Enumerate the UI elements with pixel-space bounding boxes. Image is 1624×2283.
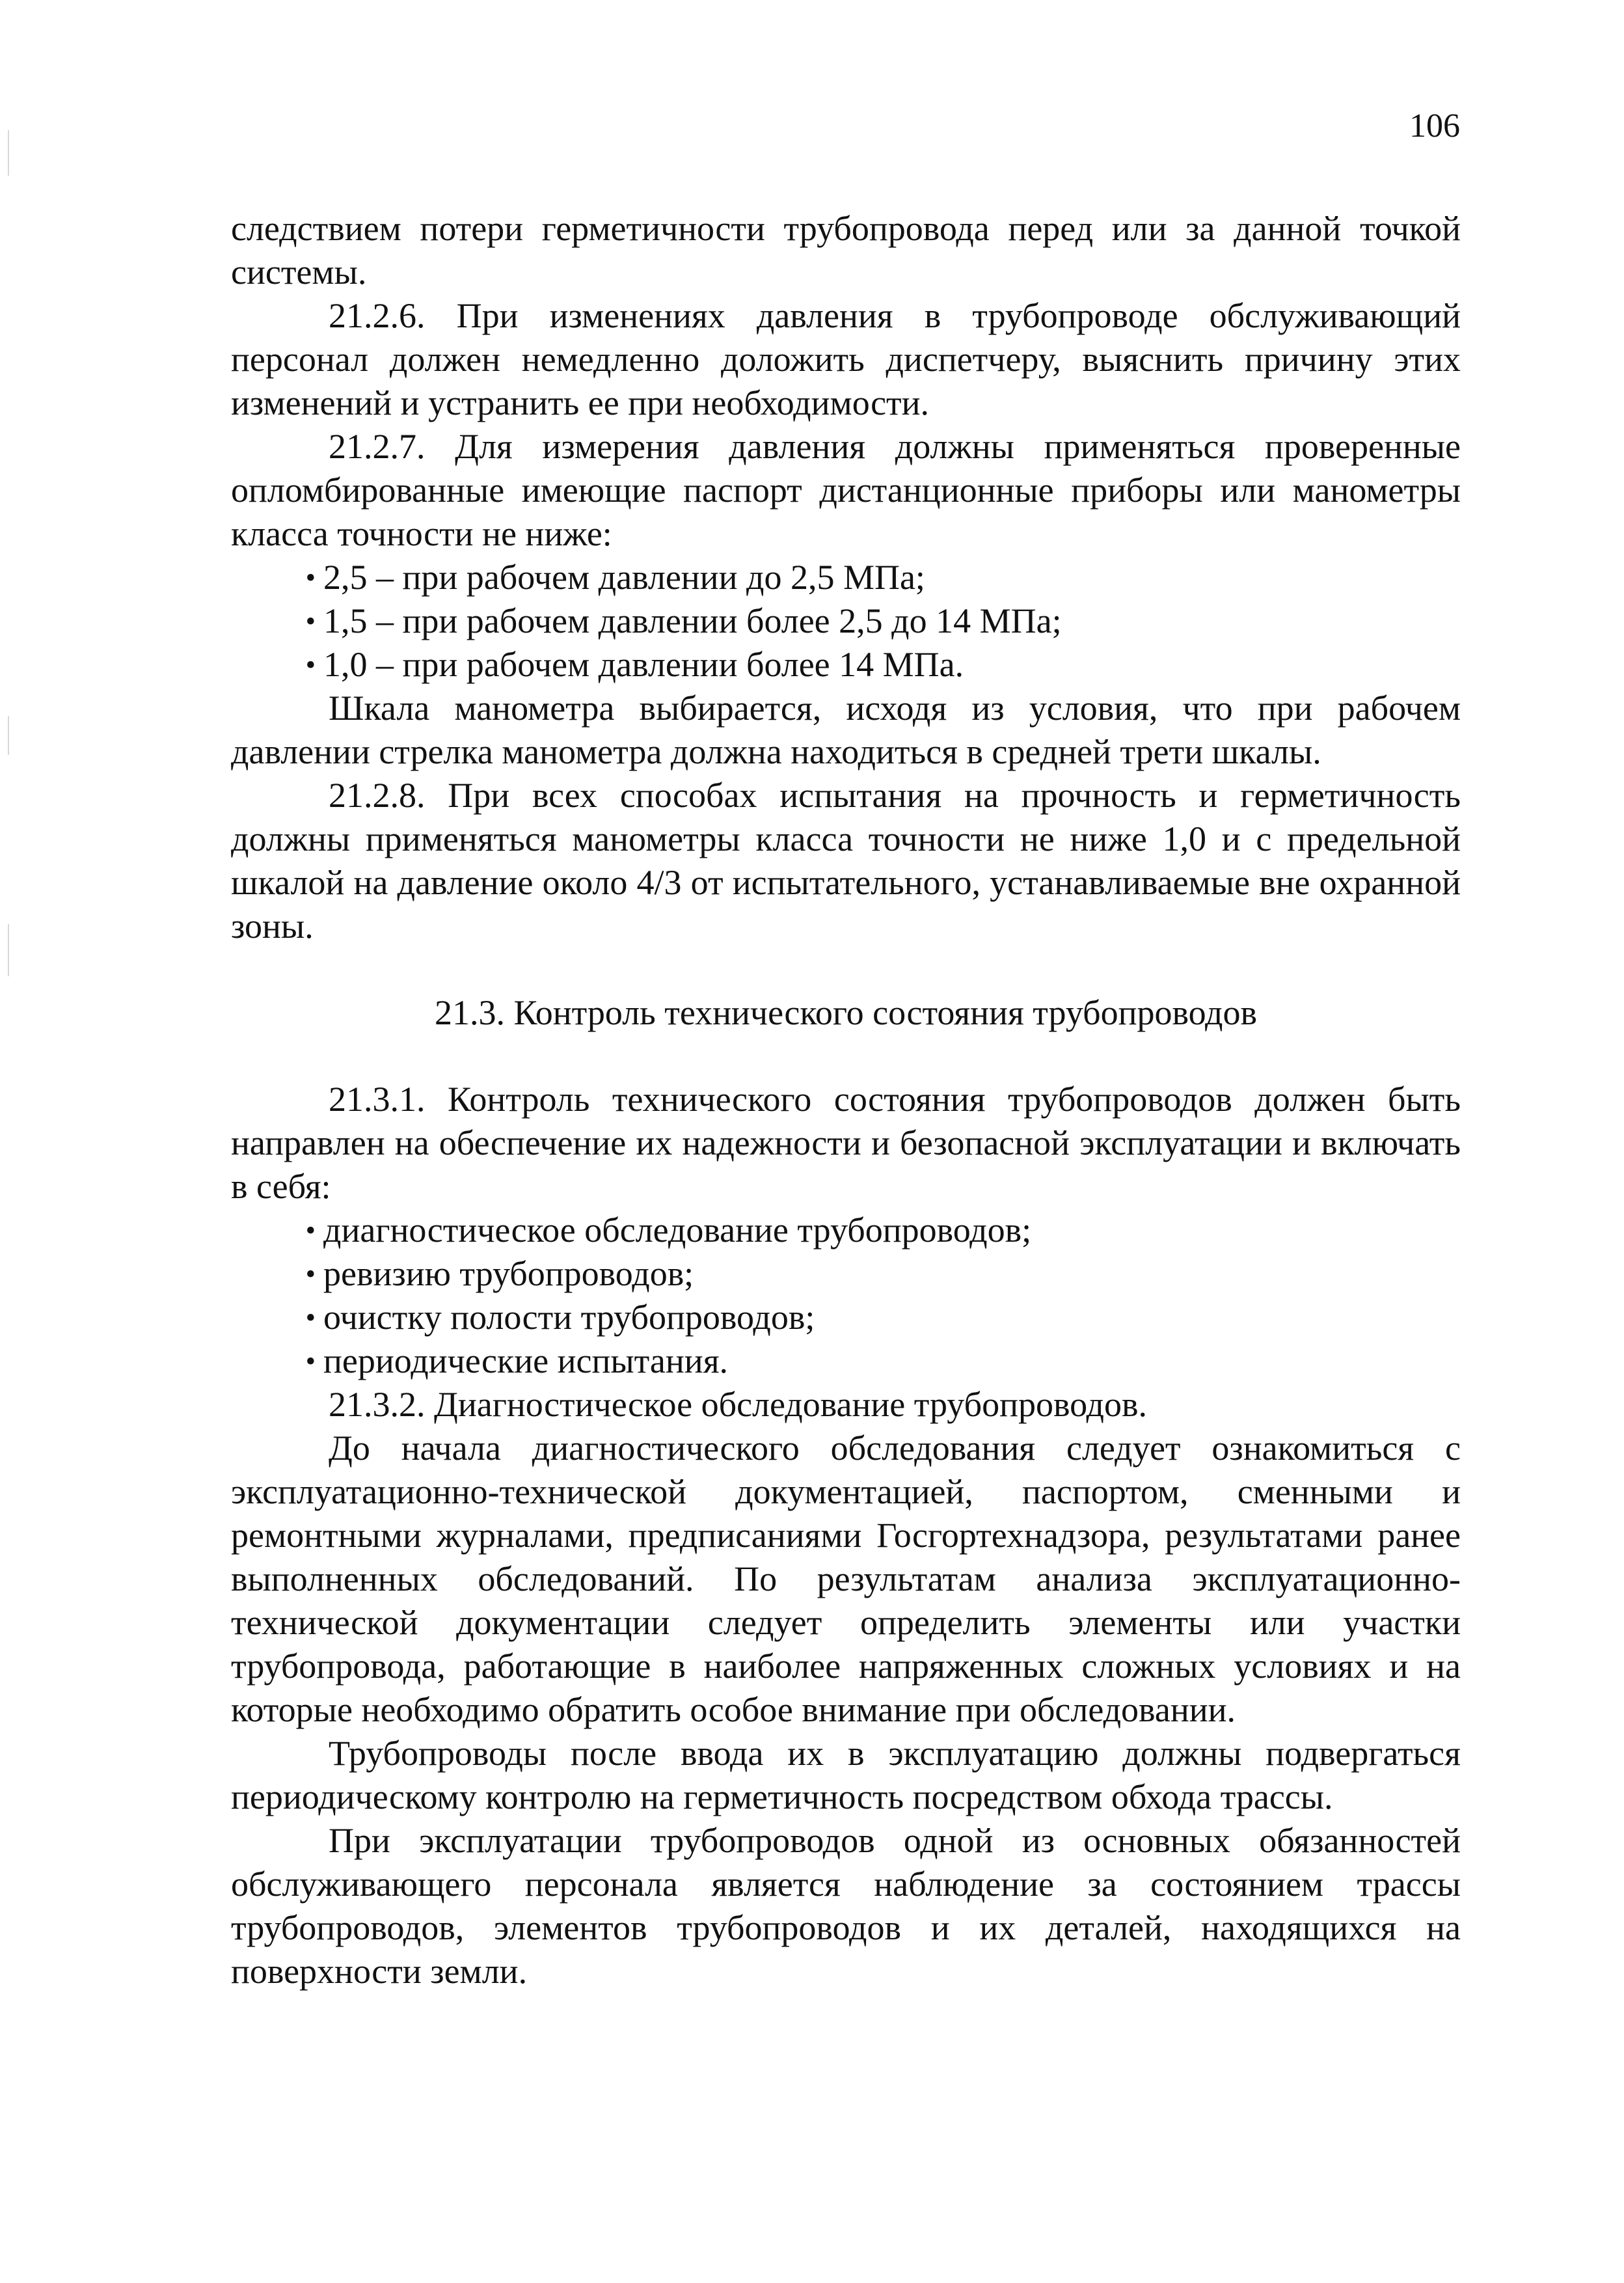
paragraph-21-2-8: 21.2.8. При всех способах испытания на прочность и герметичность должны применяться манометры класса точности не ниже 1,0 и с предельной шкалой на давление около 4/3 от испытательного, устанавливаемые вне охранной зоны. [231,776,1461,946]
paragraph-gauge-scale: Шкала манометра выбирается, исходя из условия, что при рабочем давлении стрелка манометра должна находиться в средней трети шкалы. [231,689,1461,771]
paragraph-21-2-6: 21.2.6. При изменениях давления в трубопроводе обслуживающий персонал должен немедленно доложить диспетчеру, выяснить причину этих изменений и устранить ее при необходимости. [231,296,1461,422]
list-item: • диагностическое обследование трубопроводов; [231,1209,1461,1252]
paragraph-21-3-2: 21.3.2. Диагностическое обследование трубопроводов. [329,1385,1148,1424]
page-number: 106 [1409,107,1460,144]
paragraph-periodic-control: Трубопроводы после ввода их в эксплуатацию должны подвергаться периодическому контролю на герметичность посредством обхода трассы. [231,1734,1461,1816]
list-item: • 2,5 – при рабочем давлении до 2,5 МПа; [231,556,1461,599]
list-item: • периодические испытания. [231,1339,1461,1383]
list-item: • 1,0 – при рабочем давлении более 14 МПа. [231,643,1461,687]
list-item: • ревизию трубопроводов; [231,1252,1461,1296]
list-item: • 1,5 – при рабочем давлении более 2,5 до 14 МПа; [231,599,1461,643]
paragraph-21-3-1: 21.3.1. Контроль технического состояния трубопроводов должен быть направлен на обеспечение их надежности и безопасной эксплуатации и включать в себя: [231,1080,1461,1206]
list-item: • очистку полости трубопроводов; [231,1296,1461,1339]
scan-edge-mark [8,924,9,976]
scan-edge-mark [8,716,9,755]
page-content [231,207,1461,1993]
paragraph-personnel-duties: При эксплуатации трубопроводов одной из основных обязанностей обслуживающего персонала является наблюдение за состоянием трассы трубопроводов, элементов трубопроводов и их деталей, находящихся на поверхности земли. [231,1821,1461,1991]
accuracy-class-list [231,556,1461,687]
paragraph-continuation: следствием потери герметичности трубопровода перед или за данной точкой системы. [231,209,1461,292]
control-activities-list [231,1209,1461,1383]
scan-edge-mark [8,130,9,176]
paragraph-21-2-7: 21.2.7. Для измерения давления должны применяться проверенные опломбированные имеющие паспорт дистанционные приборы или манометры класса точности не ниже: [231,427,1461,553]
section-title: 21.3. Контроль технического состояния трубопроводов [434,993,1258,1032]
paragraph-before-inspection: До начала диагностического обследования следует ознакомиться с эксплуатационно-технической документацией, паспортом, сменными и ремонтными журналами, предписаниями Госгортехнадзора, результатами ранее выполненных обследований. По результатам анализа эксплуатационно-технической документации следует определить элементы или участки трубопровода, работающие в наиболее напряженных сложных условиях и на которые необходимо обратить особое внимание при обследовании. [231,1429,1461,1729]
